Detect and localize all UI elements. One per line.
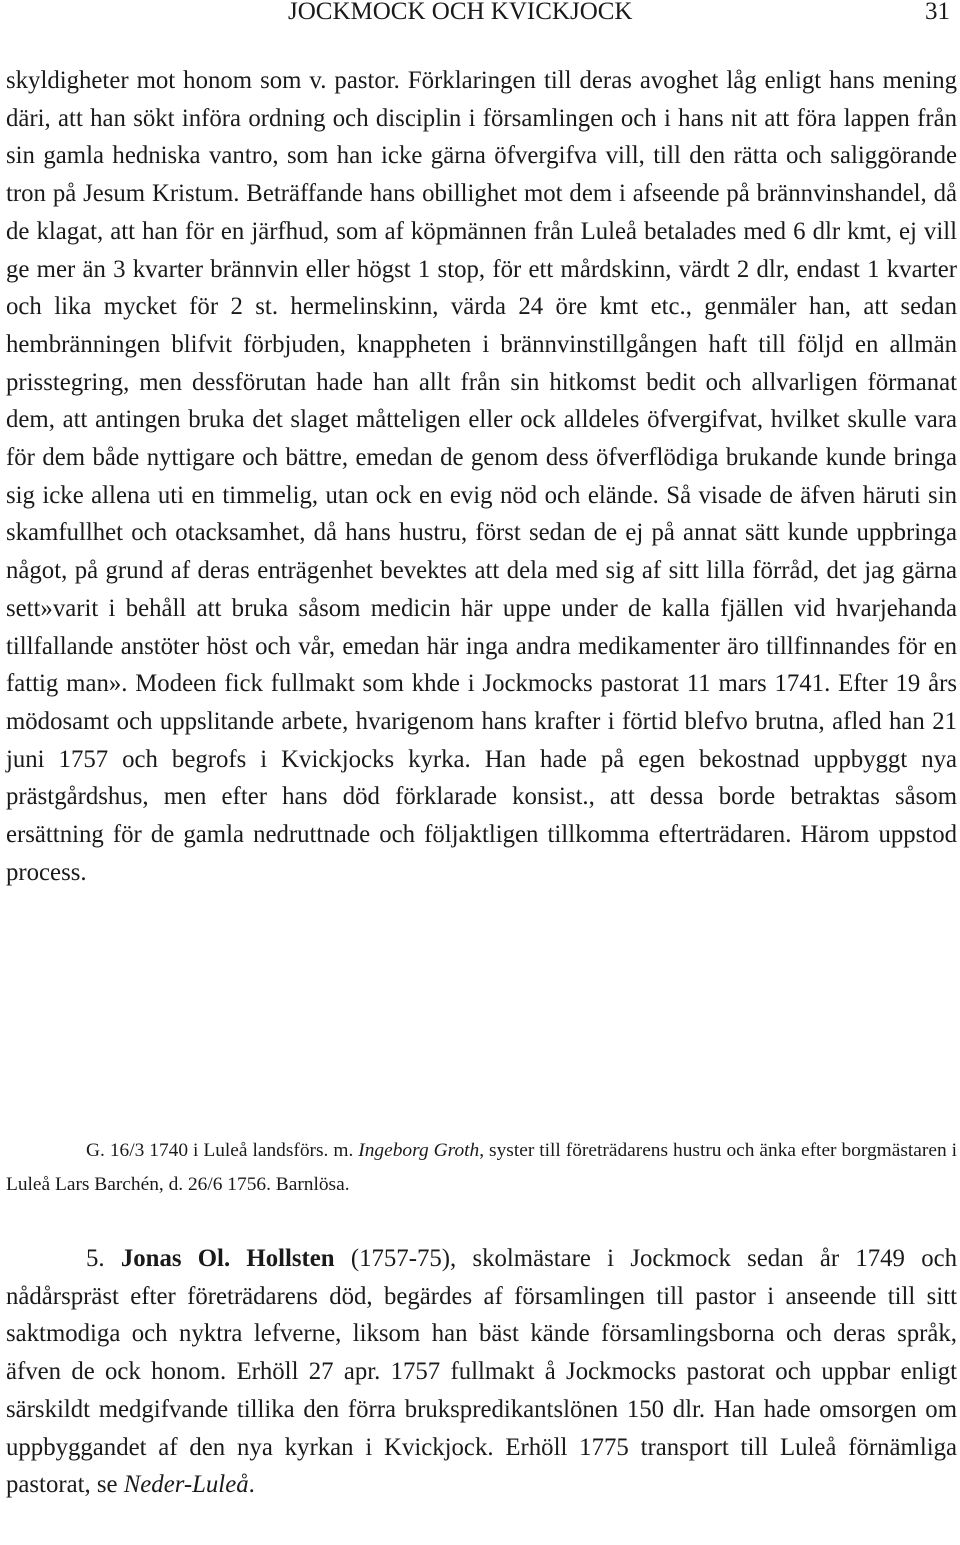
running-title: JOCKMOCK OCH KVICKJOCK xyxy=(288,0,633,25)
note-rest: , syster till företrädarens hustru och änka efter borgmästaren i Luleå Lars Barchén, d. 26/6 1756. Barnlösa. xyxy=(6,1140,958,1195)
entry-number: 5. xyxy=(86,1245,105,1272)
spouse-name: Ingeborg Groth xyxy=(358,1140,480,1161)
marriage-note xyxy=(6,1134,957,1202)
entry-text: (1757-75), skolmästare i Jockmock sedan år 1749 och nådårspräst efter företrädarens död, begärdes af församlingen till pastor i anseende till sitt saktmodiga och nyktra lefverne, liksom han bäst kände församlingsborna och deras språk, äfven de ock honom. Erhöll 27 apr. 1757 fullmakt å Jockmocks pastorat och uppbar enligt särskildt medgifvande tillika den förra brukspredikantslönen 150 dlr. Han hade omsorgen om uppbyggandet af den nya kyrkan i Kvickjock. Erhöll 1775 transport till Luleå förnämliga pastorat, se xyxy=(6,1245,958,1499)
cross-reference: Neder-Luleå xyxy=(123,1471,249,1499)
note-prefix: G. 16/3 1740 i Luleå landsförs. m. xyxy=(86,1140,359,1161)
page-header xyxy=(0,0,960,30)
clergy-entry xyxy=(6,1240,957,1504)
entry-surname: Hollsten xyxy=(246,1245,335,1272)
main-paragraph: skyldigheter mot honom som v. pastor. Förklaringen till deras avoghet låg enligt hans mening däri, att han sökt införa ordning och disciplin i församlingen och i hans nit att föra lappen från sin gamla hedniska vantro, som han icke gärna öfvergifva vill, till den rätta och saliggörande tron på Jesum Kristum. Beträffande hans obillighet mot dem i afseende på brännvinshandel, då de klagat, att han för en järfhud, som af köpmännen från Luleå betalades med 6 dlr kmt, ej vill ge mer än 3 kvarter brännvin eller högst 1 stop, för ett mårdskinn, värdt 2 dlr, endast 1 kvarter och lika mycket för 2 st. hermelinskinn, värda 24 öre kmt etc., genmäler han, att sedan hembränningen blifvit förbjuden, knappheten i brännvinstillgången haft till följd en allmän prisstegring, men dessförutan hade han allt från sin hitkomst bedit och allvarligen förmanat dem, att antingen bruka det slaget måtteligen eller ock alldeles öfvergifvat, hvilket skulle vara för dem både nyttigare och bättre, emedan de genom dess öfverflödiga brukande kunde bringa sig icke allena uti en timmelig, utan ock en evig nöd och elände. Så visade de äfven häruti sin skamfullhet och otacksamhet, då hans hustru, först sedan de ej på annat sätt kunde uppbringa något, på grund af deras enträgenhet bevektes att dela med sig af sitt lilla förråd, det jag gärna sett»varit i behåll att bruka såsom medicin här uppe under de kalla fjällen vid hvarjehanda tillfallande anstöter höst och vår, emedan här inga andra medikamenter äro tillfinnandes för en fattig man». Modeen fick fullmakt som khde i Jockmocks pastorat 11 mars 1741. Efter 19 års mödosamt och uppslitande arbete, hvarigenom hans krafter i förtid blefvo brutna, afled han 21 juni 1757 och begrofs i Kvickjocks kyrka. Han hade på egen bekostnad uppbyggt nya prästgårdshus, men efter hans död förklarade konsist., att dessa borde betraktas såsom ersättning för de gamla nedruttnade och följaktligen tillkomma efterträdaren. Härom uppstod process. xyxy=(6,67,957,886)
entry-given-name: Jonas Ol. xyxy=(120,1245,231,1272)
page-number: 31 xyxy=(925,0,950,25)
entry-end: . xyxy=(248,1471,255,1499)
